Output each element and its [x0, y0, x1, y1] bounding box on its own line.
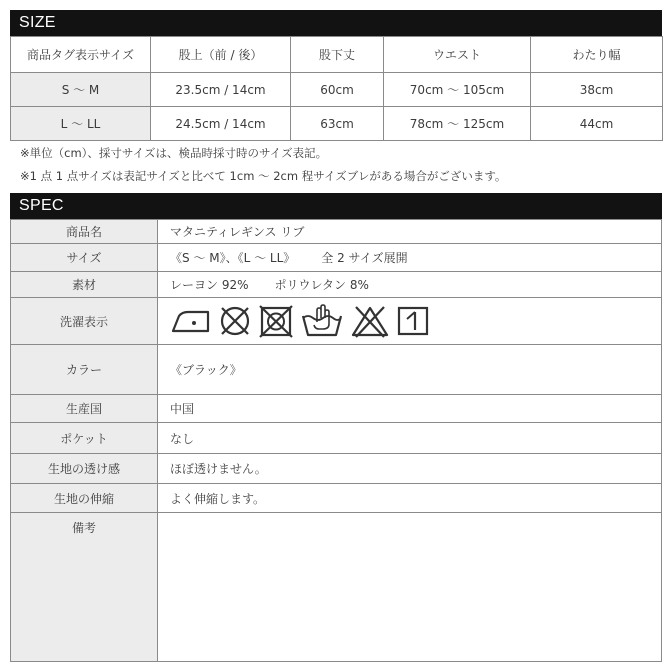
size-table-header-row: [11, 37, 663, 73]
size-section-header: [10, 10, 662, 36]
spec-size-list: 《S ～ M》、《L ～ LL》: [170, 251, 296, 265]
spec-label: サイズ: [11, 244, 158, 272]
spec-label: 生産国: [11, 395, 158, 423]
spec-row-care: [11, 298, 662, 345]
spec-value: [158, 513, 662, 662]
size-note-unit: ※単位（cm）、採寸サイズは、検品時採寸時のサイズ表記。: [20, 146, 328, 160]
line-dry-icon: [396, 305, 430, 337]
spec-label: 洗濯表示: [11, 298, 158, 345]
spec-row-origin: [11, 395, 662, 423]
spec-value: 中国: [158, 395, 662, 423]
spec-material-polyurethane: ポリウレタン 8%: [274, 278, 369, 292]
no-tumble-dry-icon: [258, 304, 294, 338]
spec-value: 《ブラック》: [158, 345, 662, 395]
spec-row-product-name: [11, 220, 662, 244]
spec-label: ポケット: [11, 423, 158, 454]
spec-section-header: [10, 193, 662, 219]
size-cell-tag-size: S ～ M: [11, 73, 151, 107]
spec-row-sheer: [11, 454, 662, 484]
size-cell-inseam: 60cm: [291, 73, 384, 107]
spec-value: マタニティレギンス リブ: [158, 220, 662, 244]
iron-low-icon: [170, 306, 212, 336]
spec-label: 素材: [11, 272, 158, 298]
spec-value: [158, 244, 662, 272]
spec-value: よく伸縮します。: [158, 484, 662, 513]
no-dryclean-icon: [218, 304, 252, 338]
size-note-variance: ※1 点 1 点サイズは表記サイズと比べて 1cm ～ 2cm 程サイズブレがある場合がございます。: [20, 169, 507, 183]
size-cell-thigh: 44cm: [531, 107, 663, 141]
spec-table: [10, 219, 662, 662]
size-cell-rise: 23.5cm / 14cm: [151, 73, 291, 107]
size-cell-inseam: 63cm: [291, 107, 384, 141]
spec-row-remarks: [11, 513, 662, 662]
spec-section-title: SPEC: [19, 197, 64, 214]
spec-row-material: [11, 272, 662, 298]
size-cell-rise: 24.5cm / 14cm: [151, 107, 291, 141]
spec-value: なし: [158, 423, 662, 454]
size-notes: [20, 142, 506, 188]
spec-value: ほぼ透けません。: [158, 454, 662, 484]
size-header-rise: 股上（前 / 後）: [151, 37, 291, 73]
spec-label: 生地の透け感: [11, 454, 158, 484]
spec-label: 生地の伸縮: [11, 484, 158, 513]
spec-row-color: [11, 345, 662, 395]
size-table-row: [11, 73, 663, 107]
size-header-inseam: 股下丈: [291, 37, 384, 73]
spec-value: [158, 272, 662, 298]
no-bleach-icon: [350, 304, 390, 338]
spec-row-pocket: [11, 423, 662, 454]
size-table: [10, 36, 663, 141]
size-table-row: [11, 107, 663, 141]
spec-size-count: 全 2 サイズ展開: [321, 251, 408, 265]
size-cell-tag-size: L ～ LL: [11, 107, 151, 141]
hand-wash-icon: [300, 304, 344, 338]
spec-row-size: [11, 244, 662, 272]
size-cell-thigh: 38cm: [531, 73, 663, 107]
size-header-tag-size: 商品タグ表示サイズ: [11, 37, 151, 73]
spec-row-stretch: [11, 484, 662, 513]
size-section-title: SIZE: [19, 14, 56, 31]
spec-material-rayon: レーヨン 92%: [170, 278, 249, 292]
spec-care-icons: [158, 298, 662, 345]
spec-label: 備考: [11, 513, 158, 662]
spec-label: カラー: [11, 345, 158, 395]
size-header-thigh: わたり幅: [531, 37, 663, 73]
size-cell-waist: 70cm ～ 105cm: [384, 73, 531, 107]
spec-label: 商品名: [11, 220, 158, 244]
size-cell-waist: 78cm ～ 125cm: [384, 107, 531, 141]
size-header-waist: ウエスト: [384, 37, 531, 73]
